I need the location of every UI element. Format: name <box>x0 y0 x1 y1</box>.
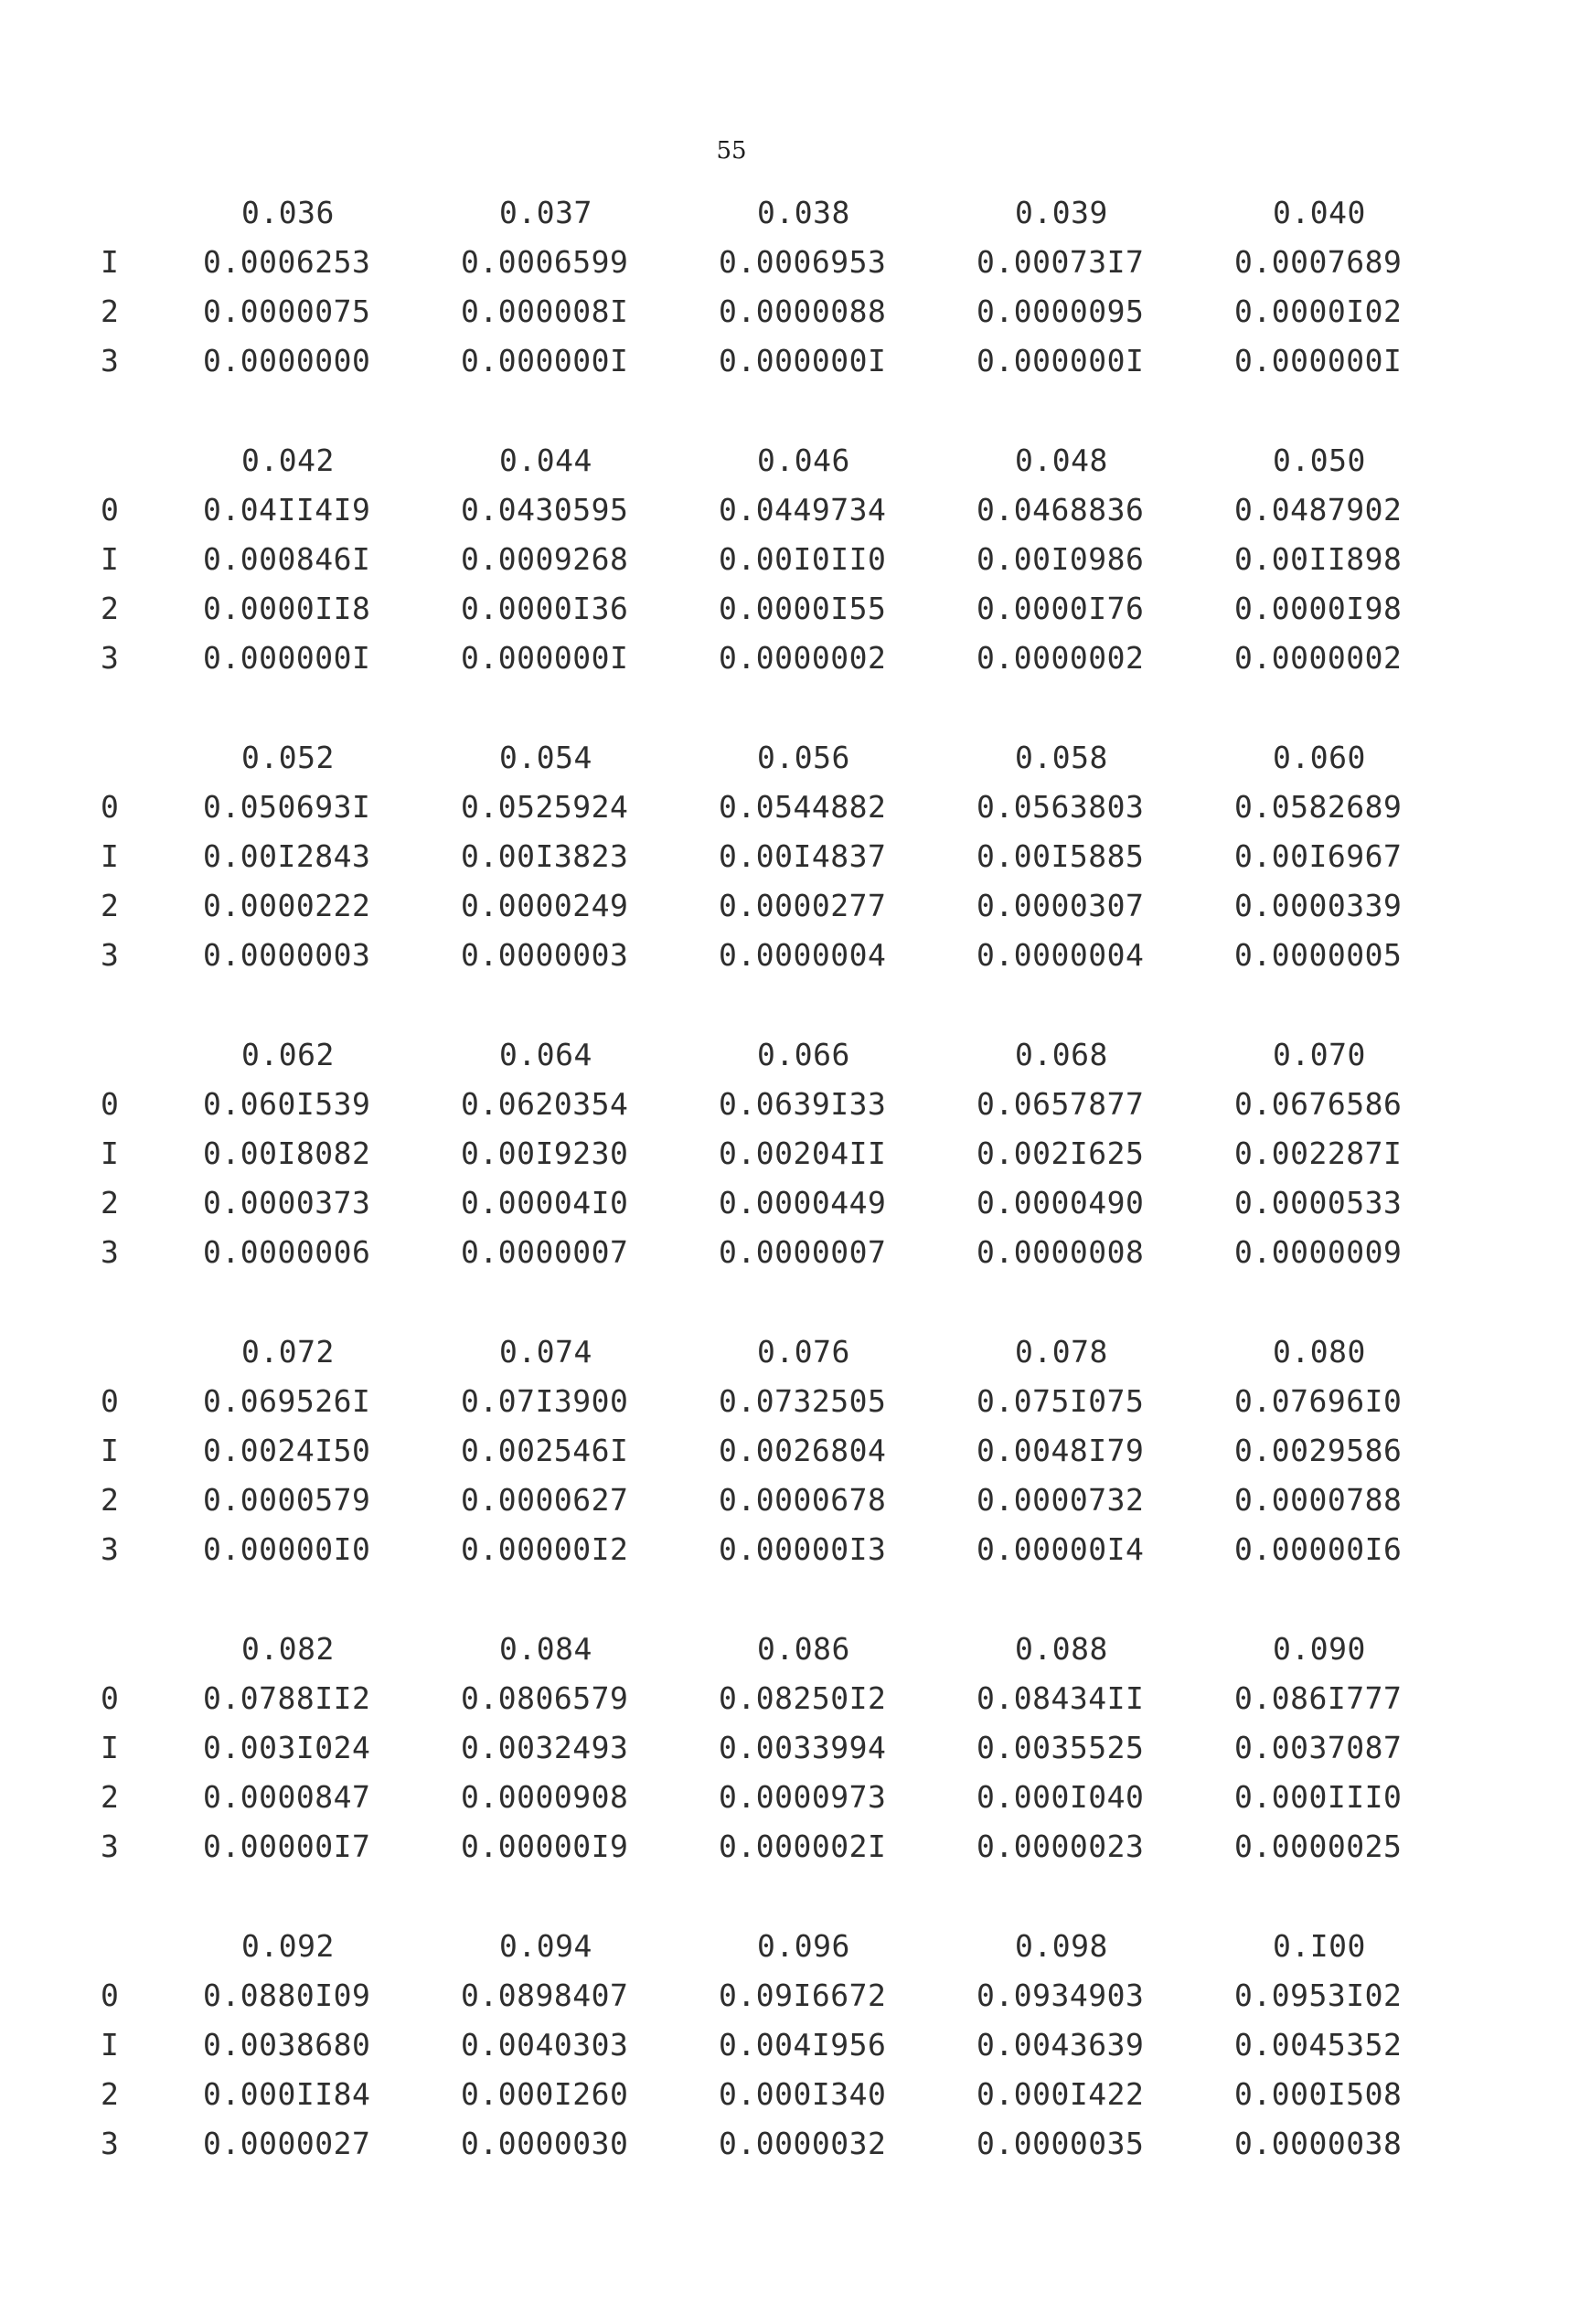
column-header: 0.084 <box>499 1630 592 1667</box>
row-index: 0 <box>101 788 119 825</box>
row-index: 0 <box>101 491 119 528</box>
column-header: 0.070 <box>1273 1036 1366 1072</box>
table-row <box>91 1079 1492 1128</box>
table-cell: 0.0953I02 <box>1234 1977 1403 2013</box>
row-index: 2 <box>101 1778 119 1815</box>
header-row <box>91 187 1492 237</box>
table-cell: 0.0000307 <box>976 887 1145 923</box>
table-cell: 0.0000032 <box>719 2125 887 2161</box>
column-header: 0.092 <box>241 1927 335 1964</box>
table-cell: 0.0000035 <box>976 2125 1145 2161</box>
table-row <box>91 2020 1492 2069</box>
column-header: 0.052 <box>241 739 335 775</box>
table-cell: 0.0000449 <box>719 1184 887 1221</box>
table-cell: 0.0676586 <box>1234 1085 1403 1122</box>
table-cell: 0.000000I <box>1234 342 1403 378</box>
row-index: 3 <box>101 639 119 676</box>
column-header: 0.036 <box>241 194 335 230</box>
table-row <box>91 1673 1492 1722</box>
table-block <box>91 732 1492 979</box>
table-cell: 0.0468836 <box>976 491 1145 528</box>
table-cell: 0.0045352 <box>1234 2026 1403 2063</box>
table-cell: 0.00000I2 <box>461 1530 629 1567</box>
table-cell: 0.00004I0 <box>461 1184 629 1221</box>
table-cell: 0.0000490 <box>976 1184 1145 1221</box>
table-cell: 0.0000007 <box>719 1233 887 1270</box>
table-cell: 0.0000908 <box>461 1778 629 1815</box>
table-row <box>91 2118 1492 2168</box>
table-cell: 0.050693I <box>203 788 371 825</box>
column-header: 0.054 <box>499 739 592 775</box>
table-cell: 0.0000249 <box>461 887 629 923</box>
table-cell: 0.000002I <box>719 1828 887 1864</box>
table-cell: 0.0000222 <box>203 887 371 923</box>
table-cell: 0.0000373 <box>203 1184 371 1221</box>
table-cell: 0.000000I <box>719 342 887 378</box>
table-cell: 0.0029586 <box>1234 1432 1403 1468</box>
table-block <box>91 1624 1492 1871</box>
table-cell: 0.0000732 <box>976 1481 1145 1518</box>
table-cell: 0.000000I <box>976 342 1145 378</box>
column-header: 0.040 <box>1273 194 1366 230</box>
column-header: 0.094 <box>499 1927 592 1964</box>
table-cell: 0.000I040 <box>976 1778 1145 1815</box>
row-index: 0 <box>101 1085 119 1122</box>
table-row <box>91 633 1492 682</box>
table-cell: 0.00I3823 <box>461 837 629 874</box>
table-row <box>91 1475 1492 1524</box>
table-cell: 0.0006253 <box>203 243 371 280</box>
row-index: 2 <box>101 293 119 329</box>
table-row <box>91 1425 1492 1475</box>
table-row <box>91 1772 1492 1821</box>
row-index: I <box>101 1729 119 1765</box>
table-cell: 0.003I024 <box>203 1729 371 1765</box>
table-cell: 0.0000025 <box>1234 1828 1403 1864</box>
header-row <box>91 1327 1492 1376</box>
row-index: 0 <box>101 1679 119 1716</box>
table-cell: 0.00000I7 <box>203 1828 371 1864</box>
table-row <box>91 880 1492 930</box>
table-cell: 0.0007689 <box>1234 243 1403 280</box>
table-cell: 0.0000627 <box>461 1481 629 1518</box>
table-cell: 0.00I0II0 <box>719 540 887 577</box>
table-cell: 0.0000023 <box>976 1828 1145 1864</box>
table-cell: 0.000000I <box>203 639 371 676</box>
table-cell: 0.000846I <box>203 540 371 577</box>
table-cell: 0.00I0986 <box>976 540 1145 577</box>
table-cell: 0.0487902 <box>1234 491 1403 528</box>
table-cell: 0.0000006 <box>203 1233 371 1270</box>
table-cell: 0.0026804 <box>719 1432 887 1468</box>
table-cell: 0.0000II8 <box>203 590 371 626</box>
row-index: I <box>101 243 119 280</box>
row-index: 2 <box>101 590 119 626</box>
table-row <box>91 831 1492 880</box>
table-row <box>91 1821 1492 1871</box>
table-cell: 0.002I625 <box>976 1135 1145 1171</box>
table-cell: 0.000I422 <box>976 2075 1145 2112</box>
table-cell: 0.0000I98 <box>1234 590 1403 626</box>
table-block <box>91 1921 1492 2168</box>
column-header: 0.044 <box>499 442 592 478</box>
table-cell: 0.000I508 <box>1234 2075 1403 2112</box>
table-cell: 0.0038680 <box>203 2026 371 2063</box>
table-cell: 0.0024I50 <box>203 1432 371 1468</box>
row-index: 3 <box>101 2125 119 2161</box>
table-row <box>91 782 1492 831</box>
column-header: 0.064 <box>499 1036 592 1072</box>
table-cell: 0.000008I <box>461 293 629 329</box>
table-cell: 0.0430595 <box>461 491 629 528</box>
column-header: 0.088 <box>1015 1630 1108 1667</box>
table-cell: 0.0000I76 <box>976 590 1145 626</box>
table-cell: 0.0449734 <box>719 491 887 528</box>
table-cell: 0.0544882 <box>719 788 887 825</box>
table-cell: 0.075I075 <box>976 1382 1145 1419</box>
table-row <box>91 1524 1492 1573</box>
column-header: 0.046 <box>757 442 850 478</box>
table-row <box>91 1970 1492 2020</box>
table-cell: 0.000I260 <box>461 2075 629 2112</box>
table-row <box>91 1722 1492 1772</box>
column-header: 0.076 <box>757 1333 850 1370</box>
table-row <box>91 1376 1492 1425</box>
column-header: 0.096 <box>757 1927 850 1964</box>
table-row <box>91 930 1492 979</box>
column-header: 0.090 <box>1273 1630 1366 1667</box>
row-index: 3 <box>101 342 119 378</box>
table-cell: 0.0033994 <box>719 1729 887 1765</box>
column-header: 0.056 <box>757 739 850 775</box>
table-cell: 0.0032493 <box>461 1729 629 1765</box>
table-cell: 0.0525924 <box>461 788 629 825</box>
table-cell: 0.0639I33 <box>719 1085 887 1122</box>
table-cell: 0.0000I36 <box>461 590 629 626</box>
table-cell: 0.0934903 <box>976 1977 1145 2013</box>
table-cell: 0.0000008 <box>976 1233 1145 1270</box>
column-header: 0.058 <box>1015 739 1108 775</box>
table-cell: 0.00000I0 <box>203 1530 371 1567</box>
table-cell: 0.0006599 <box>461 243 629 280</box>
table-cell: 0.0043639 <box>976 2026 1145 2063</box>
header-row <box>91 1921 1492 1970</box>
table-cell: 0.000000I <box>461 639 629 676</box>
column-header: 0.080 <box>1273 1333 1366 1370</box>
table-cell: 0.0000002 <box>976 639 1145 676</box>
table-cell: 0.0000002 <box>1234 639 1403 676</box>
table-cell: 0.0000088 <box>719 293 887 329</box>
table-cell: 0.0000I55 <box>719 590 887 626</box>
table-row <box>91 1227 1492 1276</box>
table-cell: 0.0000004 <box>719 936 887 973</box>
table-row <box>91 485 1492 534</box>
table-row <box>91 1178 1492 1227</box>
header-row <box>91 1029 1492 1079</box>
column-header: 0.074 <box>499 1333 592 1370</box>
row-index: 2 <box>101 887 119 923</box>
column-header: 0.042 <box>241 442 335 478</box>
table-row <box>91 2069 1492 2118</box>
table-cell: 0.0000973 <box>719 1778 887 1815</box>
table-cell: 0.08434II <box>976 1679 1145 1716</box>
column-header: 0.050 <box>1273 442 1366 478</box>
table-cell: 0.0000788 <box>1234 1481 1403 1518</box>
table-cell: 0.0898407 <box>461 1977 629 2013</box>
table-row <box>91 286 1492 336</box>
header-row <box>91 435 1492 485</box>
table-cell: 0.0000002 <box>719 639 887 676</box>
table-cell: 0.0000027 <box>203 2125 371 2161</box>
column-header: 0.I00 <box>1273 1927 1366 1964</box>
table-cell: 0.07I3900 <box>461 1382 629 1419</box>
row-index: 3 <box>101 936 119 973</box>
column-header: 0.060 <box>1273 739 1366 775</box>
row-index: 2 <box>101 1481 119 1518</box>
column-header: 0.066 <box>757 1036 850 1072</box>
table-cell: 0.0000533 <box>1234 1184 1403 1221</box>
table-cell: 0.0009268 <box>461 540 629 577</box>
table-cell: 0.0000003 <box>203 936 371 973</box>
table-cell: 0.00204II <box>719 1135 887 1171</box>
table-cell: 0.0000038 <box>1234 2125 1403 2161</box>
table-cell: 0.0880I09 <box>203 1977 371 2013</box>
table-cell: 0.0000007 <box>461 1233 629 1270</box>
table-cell: 0.09I6672 <box>719 1977 887 2013</box>
table-cell: 0.0806579 <box>461 1679 629 1716</box>
table-cell: 0.00I9230 <box>461 1135 629 1171</box>
table-cell: 0.002546I <box>461 1432 629 1468</box>
table-cell: 0.04II4I9 <box>203 491 371 528</box>
table-cell: 0.000II84 <box>203 2075 371 2112</box>
table-cell: 0.0000095 <box>976 293 1145 329</box>
table-cell: 0.0732505 <box>719 1382 887 1419</box>
column-header: 0.037 <box>499 194 592 230</box>
table-cell: 0.00I2843 <box>203 837 371 874</box>
table-cell: 0.000III0 <box>1234 1778 1403 1815</box>
table-cell: 0.0000277 <box>719 887 887 923</box>
row-index: 2 <box>101 1184 119 1221</box>
column-header: 0.072 <box>241 1333 335 1370</box>
column-header: 0.078 <box>1015 1333 1108 1370</box>
table-cell: 0.0000339 <box>1234 887 1403 923</box>
row-index: I <box>101 2026 119 2063</box>
column-header: 0.086 <box>757 1630 850 1667</box>
row-index: I <box>101 1135 119 1171</box>
table-cell: 0.0000005 <box>1234 936 1403 973</box>
table-cell: 0.00000I3 <box>719 1530 887 1567</box>
table-cell: 0.0040303 <box>461 2026 629 2063</box>
table-row <box>91 237 1492 286</box>
table-cell: 0.08250I2 <box>719 1679 887 1716</box>
column-header: 0.038 <box>757 194 850 230</box>
table-cell: 0.0000579 <box>203 1481 371 1518</box>
header-row <box>91 732 1492 782</box>
table-cell: 0.0000075 <box>203 293 371 329</box>
table-cell: 0.00I5885 <box>976 837 1145 874</box>
header-row <box>91 1624 1492 1673</box>
column-header: 0.048 <box>1015 442 1108 478</box>
table-cell: 0.0000847 <box>203 1778 371 1815</box>
table-cell: 0.069526I <box>203 1382 371 1419</box>
table-cell: 0.060I539 <box>203 1085 371 1122</box>
table-block <box>91 1327 1492 1573</box>
table-block <box>91 1029 1492 1276</box>
column-header: 0.062 <box>241 1036 335 1072</box>
table-cell: 0.00I4837 <box>719 837 887 874</box>
table-cell: 0.00I8082 <box>203 1135 371 1171</box>
column-header: 0.068 <box>1015 1036 1108 1072</box>
table-cell: 0.0000000 <box>203 342 371 378</box>
row-index: I <box>101 540 119 577</box>
table-block <box>91 435 1492 682</box>
table-cell: 0.00000I9 <box>461 1828 629 1864</box>
row-index: 0 <box>101 1382 119 1419</box>
column-header: 0.098 <box>1015 1927 1108 1964</box>
table-cell: 0.086I777 <box>1234 1679 1403 1716</box>
row-index: I <box>101 1432 119 1468</box>
table-cell: 0.00II898 <box>1234 540 1403 577</box>
table-cell: 0.002287I <box>1234 1135 1403 1171</box>
table-cell: 0.00073I7 <box>976 243 1145 280</box>
table-cell: 0.0657877 <box>976 1085 1145 1122</box>
table-cell: 0.0006953 <box>719 243 887 280</box>
table-cell: 0.0788II2 <box>203 1679 371 1716</box>
table-cell: 0.0000030 <box>461 2125 629 2161</box>
table-blocks <box>91 187 1492 2218</box>
table-row <box>91 583 1492 633</box>
table-cell: 0.0000678 <box>719 1481 887 1518</box>
table-cell: 0.004I956 <box>719 2026 887 2063</box>
table-cell: 0.00I6967 <box>1234 837 1403 874</box>
table-cell: 0.0037087 <box>1234 1729 1403 1765</box>
row-index: 0 <box>101 1977 119 2013</box>
table-cell: 0.0000004 <box>976 936 1145 973</box>
column-header: 0.039 <box>1015 194 1108 230</box>
row-index: 3 <box>101 1828 119 1864</box>
row-index: 3 <box>101 1530 119 1567</box>
table-row <box>91 336 1492 385</box>
table-cell: 0.0000003 <box>461 936 629 973</box>
page-number: 55 <box>716 137 747 165</box>
table-row <box>91 1128 1492 1178</box>
row-index: I <box>101 837 119 874</box>
table-block <box>91 187 1492 385</box>
table-cell: 0.000I340 <box>719 2075 887 2112</box>
table-cell: 0.0048I79 <box>976 1432 1145 1468</box>
table-cell: 0.00000I4 <box>976 1530 1145 1567</box>
table-cell: 0.0000009 <box>1234 1233 1403 1270</box>
table-cell: 0.0582689 <box>1234 788 1403 825</box>
table-cell: 0.0620354 <box>461 1085 629 1122</box>
table-cell: 0.00000I6 <box>1234 1530 1403 1567</box>
table-row <box>91 534 1492 583</box>
row-index: 3 <box>101 1233 119 1270</box>
column-header: 0.082 <box>241 1630 335 1667</box>
table-cell: 0.0035525 <box>976 1729 1145 1765</box>
table-cell: 0.0000I02 <box>1234 293 1403 329</box>
table-cell: 0.07696I0 <box>1234 1382 1403 1419</box>
row-index: 2 <box>101 2075 119 2112</box>
table-cell: 0.0563803 <box>976 788 1145 825</box>
table-cell: 0.000000I <box>461 342 629 378</box>
